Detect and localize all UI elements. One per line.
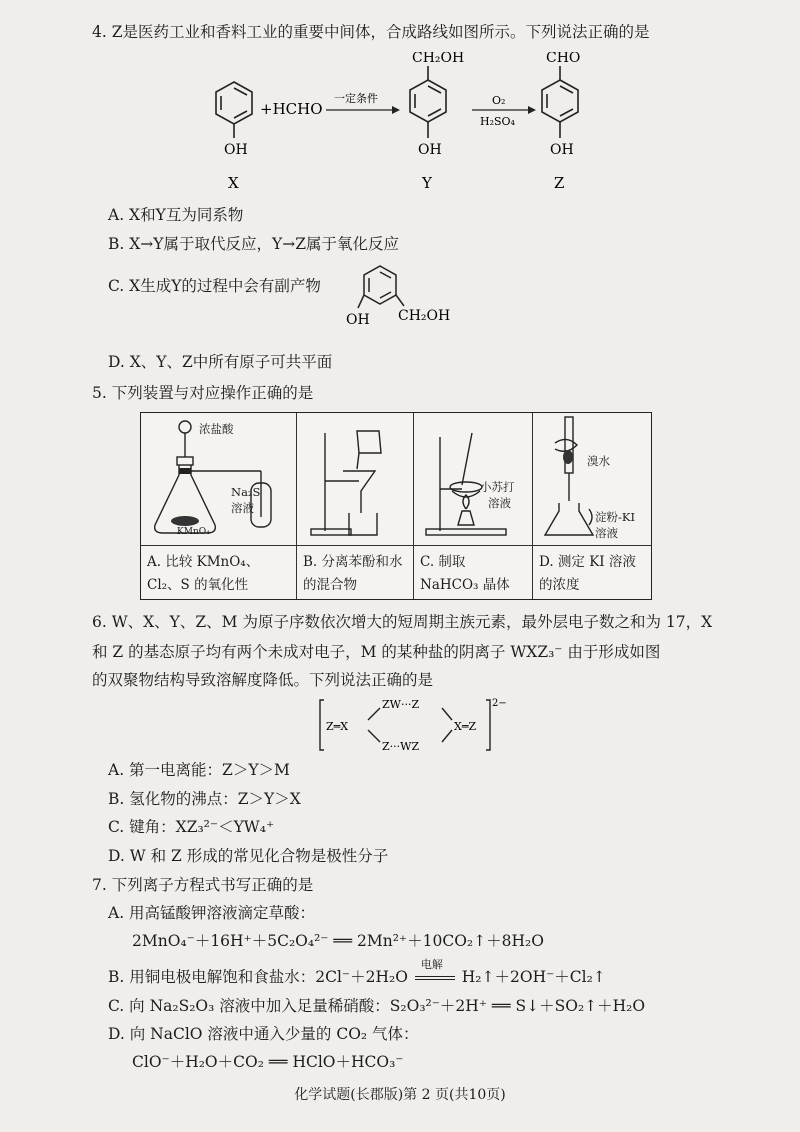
label-na2s: Na₂S: [231, 485, 261, 499]
q7-option-d: D. 向 NaClO 溶液中通入少量的 CO₂ 气体：: [108, 1025, 419, 1043]
apparatus-a: [141, 413, 297, 599]
benzene-x: [216, 82, 252, 138]
q7-option-c: C. 向 Na₂S₂O₃ 溶液中加入足量稀硝酸：S₂O₃²⁻＋2H⁺ ══ S↓＋SO₂↑＋H₂O: [108, 997, 646, 1015]
q6-stem-l2: 和 Z 的基态原子均有两个未成对电子，M 的某种盐的阴离子 WXZ₃⁻ 由于形成如图: [92, 643, 661, 661]
dimer-right: X═Z: [454, 720, 477, 733]
apparatus-d-drawing: [533, 413, 651, 546]
benzene-z: [542, 66, 578, 138]
label-kmno4: KMnO₄: [177, 527, 210, 537]
q4-stem: 4. Z是医药工业和香料工业的重要中间体，合成路线如图所示。下列说法正确的是: [92, 23, 650, 41]
q7-option-d-eq: ClO⁻＋H₂O＋CO₂ ══ HClO＋HCO₃⁻: [132, 1053, 404, 1071]
q5-stem: 5. 下列装置与对应操作正确的是: [92, 384, 314, 402]
cond2-top: O₂: [492, 94, 506, 107]
cond2-bottom: H₂SO₄: [480, 115, 515, 128]
label-y: Y: [422, 174, 432, 192]
q4-option-d: D. X、Y、Z中所有原子可共平面: [108, 353, 333, 371]
q6-stem-l3: 的双聚物结构导致溶解度降低。下列说法正确的是: [92, 671, 434, 689]
label-nahco3-b: 溶液: [488, 496, 511, 510]
y-oh: OH: [418, 142, 442, 158]
apparatus-d: [533, 413, 651, 599]
q4-option-c: C. X生成Y的过程中会有副产物: [108, 277, 321, 295]
byproduct-oh: OH: [346, 312, 370, 328]
label-x: X: [228, 174, 239, 192]
dimer-charge: 2−: [492, 698, 507, 709]
caption-b: B. 分离苯酚和水的混合物: [303, 554, 403, 593]
apparatus-b-drawing: [297, 413, 413, 546]
q7-stem: 7. 下列离子方程式书写正确的是: [92, 876, 314, 894]
q7-option-a-eq: 2MnO₄⁻＋16H⁺＋5C₂O₄²⁻ ══ 2Mn²⁺＋10CO₂↑＋8H₂O: [132, 932, 544, 950]
label-na2s-sol: 溶液: [231, 501, 254, 515]
dimer-left: Z═X: [326, 720, 349, 733]
q7-b-left: B. 用铜电极电解饱和食盐水：2Cl⁻＋2H₂O: [108, 968, 408, 986]
q6-option-b: B. 氢化物的沸点：Z＞Y＞X: [108, 790, 301, 808]
y-ch2oh: CH₂OH: [412, 52, 465, 66]
byproduct-structure: [340, 260, 470, 336]
q4-option-b: B. X→Y属于取代反应，Y→Z属于氧化反应: [108, 235, 399, 253]
dimer-bottom: Z···WZ: [382, 740, 420, 753]
q7-option-a: A. 用高锰酸钾溶液滴定草酸：: [108, 904, 316, 922]
electrolysis-label: 电解: [420, 958, 443, 971]
q7-option-b: [108, 958, 606, 987]
q4-reaction-scheme: [200, 52, 620, 202]
apparatus-b: [297, 413, 414, 599]
caption-a: A. 比较 KMnO₄、Cl₂、S 的氧化性: [147, 554, 260, 593]
q6-option-d: D. W 和 Z 形成的常见化合物是极性分子: [108, 847, 389, 865]
caption-d: D. 测定 KI 溶液的浓度: [539, 554, 636, 593]
page-footer: 化学试题(长郡版)第 2 页(共10页): [294, 1087, 506, 1103]
q7-b-right: H₂↑＋2OH⁻＋Cl₂↑: [461, 968, 606, 986]
label-z: Z: [554, 174, 565, 192]
caption-c: C. 制取 NaHCO₃ 晶体: [420, 554, 510, 593]
q5-apparatus-table: [140, 412, 652, 600]
q6-stem-l1: 6. W、X、Y、Z、M 为原子序数依次增大的短周期主族元素，最外层电子数之和为 17，X: [92, 613, 713, 631]
benzene-y: [410, 66, 446, 138]
cond1: 一定条件: [334, 92, 378, 105]
apparatus-c: [414, 413, 533, 599]
hcho-reagent: +HCHO: [260, 100, 323, 118]
label-nahco3-a: 小苏打: [480, 480, 515, 494]
z-oh: OH: [550, 142, 574, 158]
dimer-top: ZW···Z: [382, 698, 420, 711]
dimer-structure: [318, 696, 508, 754]
z-cho: CHO: [546, 52, 581, 66]
label-ki-b: 溶液: [595, 526, 618, 540]
x-oh: OH: [224, 142, 248, 158]
q4-option-a: A. X和Y互为同系物: [108, 206, 244, 224]
byproduct-ch2oh: CH₂OH: [398, 308, 451, 324]
electrolysis-arrow: [413, 958, 457, 987]
label-ki-a: 淀粉-KI: [595, 510, 636, 524]
label-hcl: 浓盐酸: [199, 422, 234, 436]
label-bromine: 溴水: [587, 454, 610, 468]
q6-option-a: A. 第一电离能：Z＞Y＞M: [108, 761, 290, 779]
q6-option-c: C. 键角：XZ₃²⁻＜YW₄⁺: [108, 818, 275, 836]
